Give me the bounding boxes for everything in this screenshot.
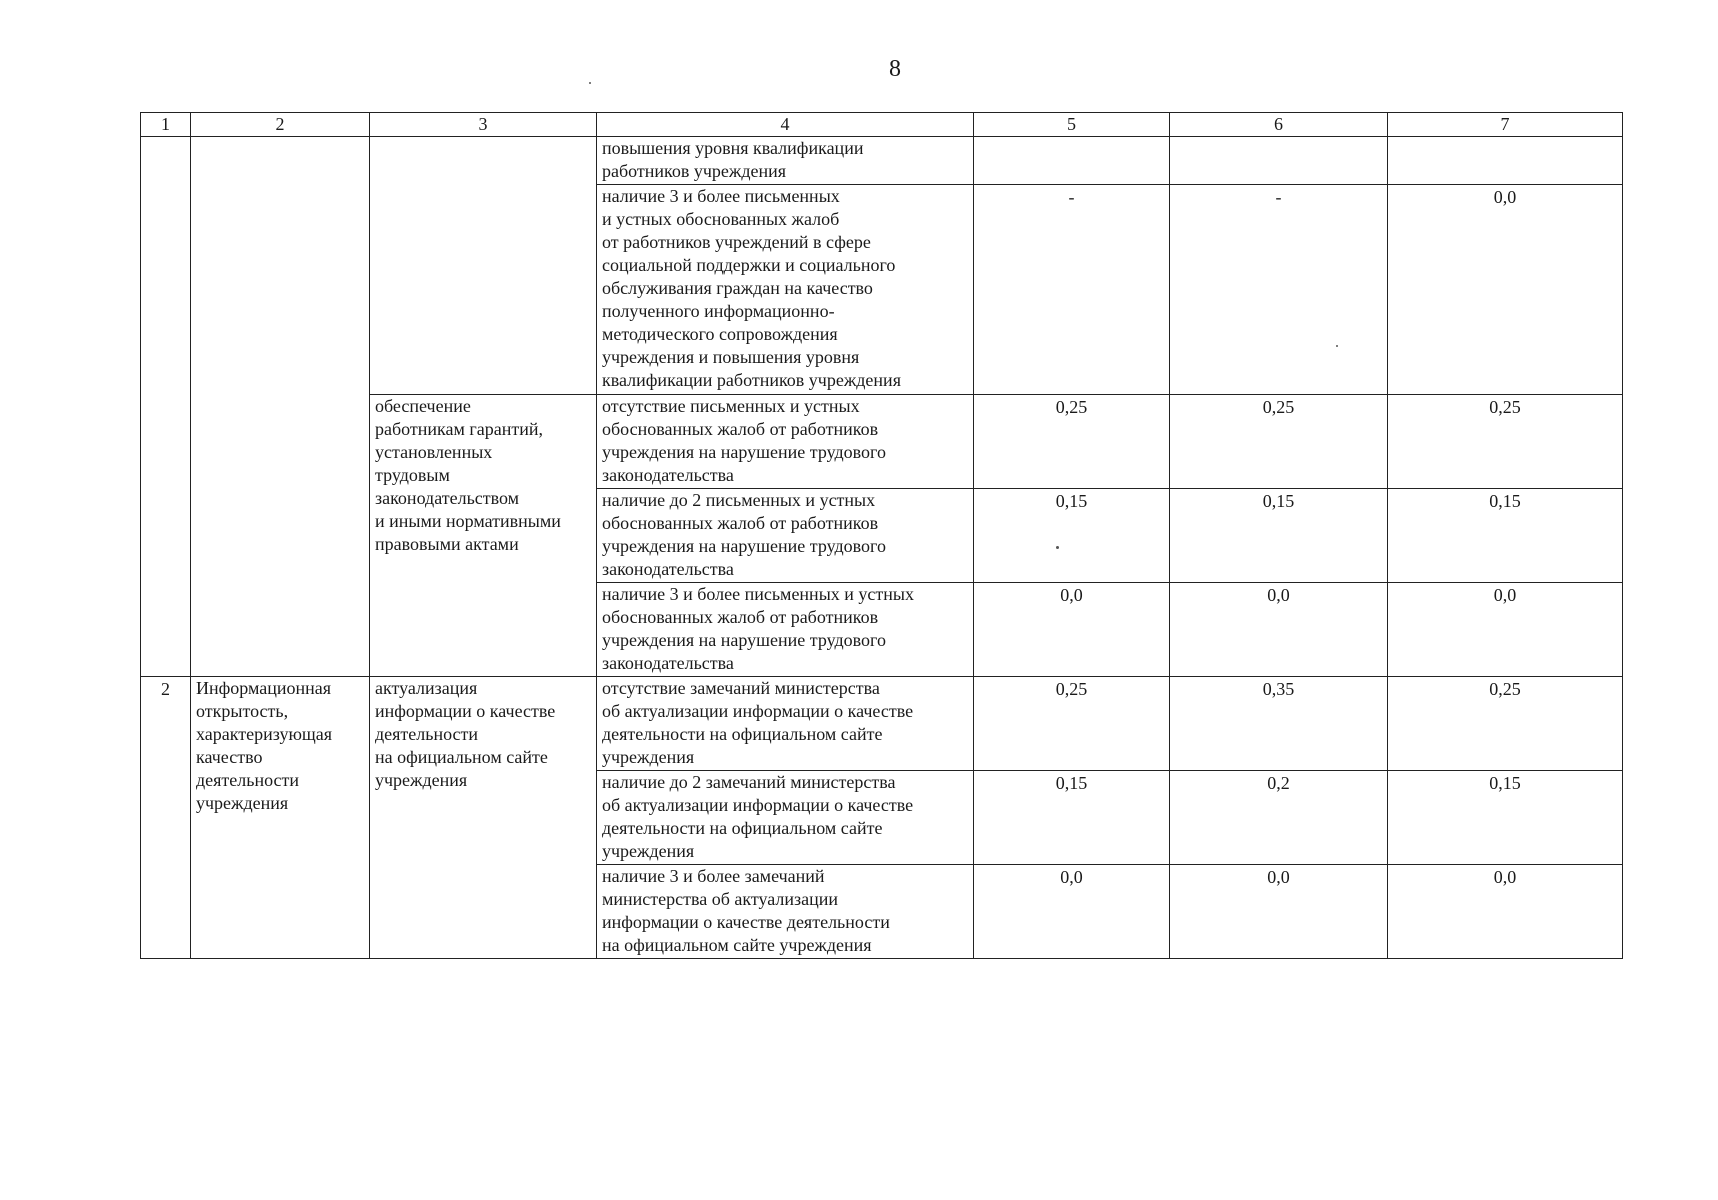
column-header: 3 [370,113,597,137]
value-col6 [1170,137,1388,185]
criterion-cell: отсутствие письменных и устных обоснованных жалоб от работников учреждения на нарушение трудового законодательства [597,395,974,489]
column-header: 5 [974,113,1170,137]
criteria-table [140,112,1623,959]
column-header: 7 [1388,113,1623,137]
value-col7: 0,25 [1388,395,1623,489]
criterion-cell: отсутствие замечаний министерства об актуализации информации о качестве деятельности на официальном сайте учреждения [597,677,974,771]
criterion-cell: наличие до 2 письменных и устных обоснованных жалоб от работников учреждения на нарушение трудового законодательства [597,489,974,583]
value-col5 [974,137,1170,185]
scan-speck [589,82,591,84]
value-col6: 0,0 [1170,583,1388,677]
column-header: 2 [191,113,370,137]
table-row [141,677,1623,771]
value-col5: 0,0 [974,583,1170,677]
value-col5: 0,25 [974,395,1170,489]
value-col5: 0,15 [974,489,1170,583]
value-col7 [1388,137,1623,185]
item-name-cell [191,137,370,677]
item-name-cell: Информационная открытость, характеризующая качество деятельности учреждения [191,677,370,959]
value-col6: 0,15 [1170,489,1388,583]
value-col5: 0,0 [974,865,1170,959]
value-col6: 0,35 [1170,677,1388,771]
column-header: 6 [1170,113,1388,137]
row-number-cell: 2 [141,677,191,959]
criterion-cell: наличие 3 и более замечаний министерства об актуализации информации о качестве деятельности на официальном сайте учреждения [597,865,974,959]
table-header-row [141,113,1623,137]
criterion-cell: повышения уровня квалификации работников учреждения [597,137,974,185]
criterion-cell: наличие 3 и более письменных и устных обоснованных жалоб от работников учреждений в сфере социальной поддержки и социального обслуживания граждан на качество полученного информационно- методического сопровождения учреждения и повышения уровня квалификации работников учреждения [597,185,974,395]
value-col6: - [1170,185,1388,395]
indicator-cell: обеспечение работникам гарантий, установленных трудовым законодательством и иными нормативными правовыми актами [370,395,597,677]
row-number-cell [141,137,191,677]
value-col7: 0,0 [1388,185,1623,395]
value-col7: 0,25 [1388,677,1623,771]
table-row [141,137,1623,185]
value-col5: 0,15 [974,771,1170,865]
value-col6: 0,0 [1170,865,1388,959]
indicator-cell [370,137,597,395]
value-col7: 0,0 [1388,583,1623,677]
value-col7: 0,0 [1388,865,1623,959]
value-col7: 0,15 [1388,489,1623,583]
column-header: 1 [141,113,191,137]
value-col5: - [974,185,1170,395]
value-col5: 0,25 [974,677,1170,771]
value-col6: 0,25 [1170,395,1388,489]
page-number: 8 [889,56,901,82]
criterion-cell: наличие 3 и более письменных и устных обоснованных жалоб от работников учреждения на нарушение трудового законодательства [597,583,974,677]
indicator-cell: актуализация информации о качестве деятельности на официальном сайте учреждения [370,677,597,959]
value-col6: 0,2 [1170,771,1388,865]
column-header: 4 [597,113,974,137]
value-col7: 0,15 [1388,771,1623,865]
criterion-cell: наличие до 2 замечаний министерства об актуализации информации о качестве деятельности на официальном сайте учреждения [597,771,974,865]
